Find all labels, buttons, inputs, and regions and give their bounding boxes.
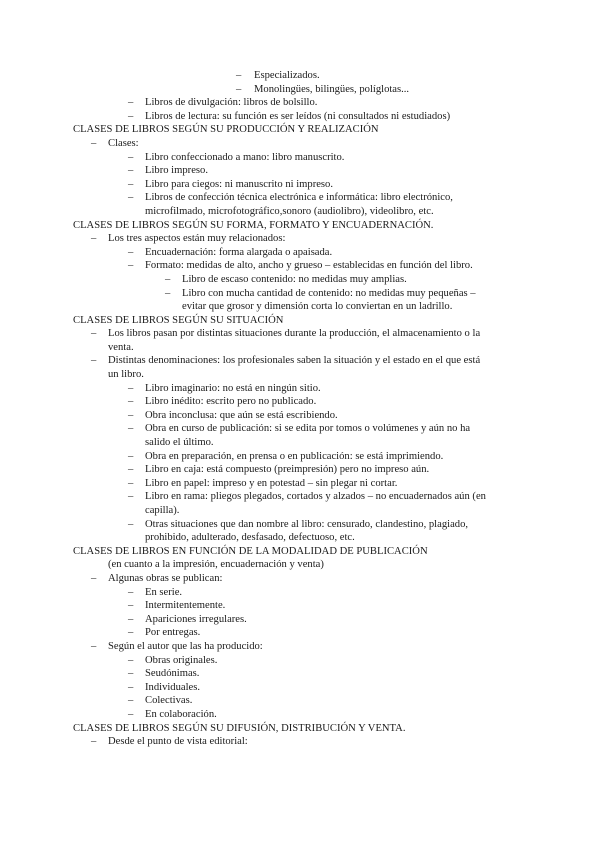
- list-item: [0, 110, 600, 124]
- list-item: [0, 708, 600, 722]
- line-text: Individuales.: [145, 681, 201, 693]
- line-text: evitar que grosor y dimensión corta lo conviertan en un ladrillo.: [182, 301, 453, 313]
- list-item: [0, 354, 600, 368]
- list-bullet-dash: –: [128, 151, 134, 163]
- list-bullet-dash: –: [91, 640, 97, 652]
- list-item: [0, 586, 600, 600]
- list-bullet-dash: –: [128, 382, 134, 394]
- line-text: Según el autor que las ha producido:: [108, 640, 263, 652]
- line-text: microfilmado, microfotográfico,sonoro (audiolibro), videolibro, etc.: [145, 205, 434, 217]
- line-text: Libros de confección técnica electrónica e informática: libro electrónico,: [145, 192, 453, 204]
- line-text: Obra en preparación, en prensa o en publicación: se está imprimiendo.: [145, 450, 444, 462]
- list-item: [0, 667, 600, 681]
- list-item: [0, 191, 600, 205]
- list-bullet-dash: –: [91, 137, 97, 149]
- list-item: [0, 287, 600, 301]
- list-bullet-dash: –: [128, 178, 134, 190]
- line-text: prohibido, adulterado, desfasado, defectuoso, etc.: [145, 532, 355, 544]
- list-item-continuation: [0, 300, 600, 314]
- line-text: Libro en papel: impreso y en potestad – sin plegar ni cortar.: [145, 477, 398, 489]
- list-item: [0, 273, 600, 287]
- list-bullet-dash: –: [128, 695, 134, 707]
- list-item: [0, 137, 600, 151]
- line-text: CLASES DE LIBROS SEGÚN SU FORMA, FORMATO Y ENCUADERNACIÓN.: [73, 219, 434, 231]
- list-item: [0, 246, 600, 260]
- list-bullet-dash: –: [128, 586, 134, 598]
- line-text: Obra inconclusa: que aún se está escribiendo.: [145, 409, 338, 421]
- list-bullet-dash: –: [128, 97, 134, 109]
- list-bullet-dash: –: [165, 273, 171, 285]
- list-bullet-dash: –: [236, 70, 242, 81]
- list-item: [0, 599, 600, 613]
- line-text: Libro imaginario: no está en ningún sitio.: [145, 382, 321, 394]
- line-text: salido el último.: [145, 437, 214, 449]
- line-text: venta.: [108, 341, 134, 353]
- list-item-continuation: [0, 341, 600, 355]
- line-text: Obra en curso de publicación: si se edita por tomos o volúmenes y aún no ha: [145, 423, 471, 435]
- list-bullet-dash: –: [128, 423, 134, 435]
- list-item-continuation: [0, 436, 600, 450]
- list-item: [0, 83, 600, 97]
- list-item-continuation: [0, 504, 600, 518]
- list-bullet-dash: –: [128, 450, 134, 462]
- list-item: [0, 151, 600, 165]
- list-bullet-dash: –: [91, 572, 97, 584]
- list-item: [0, 490, 600, 504]
- line-text: Libro en rama: pliegos plegados, cortados y alzados – no encuadernados aún (en: [145, 491, 486, 503]
- section-heading: [0, 314, 600, 328]
- list-item: [0, 327, 600, 341]
- list-item: [0, 450, 600, 464]
- list-item: [0, 694, 600, 708]
- list-item: [0, 518, 600, 532]
- line-text: Libro confeccionado a mano: libro manuscrito.: [145, 151, 345, 163]
- line-text: Libro inédito: escrito pero no publicado.: [145, 396, 317, 408]
- list-bullet-dash: –: [128, 192, 134, 204]
- line-text: Libro para ciegos: ni manuscrito ni impreso.: [145, 178, 333, 190]
- line-text: Por entregas.: [145, 627, 201, 639]
- list-item: [0, 463, 600, 477]
- list-item: [0, 259, 600, 273]
- list-bullet-dash: –: [128, 464, 134, 476]
- line-text: Los tres aspectos están muy relacionados:: [108, 233, 286, 245]
- line-text: (en cuanto a la impresión, encuadernación y venta): [108, 559, 324, 571]
- line-text: Colectivas.: [145, 695, 193, 707]
- list-item: [0, 409, 600, 423]
- section-heading: [0, 123, 600, 137]
- list-item: [0, 382, 600, 396]
- list-item-continuation: [0, 205, 600, 219]
- line-text: Apariciones irregulares.: [145, 613, 247, 625]
- line-text: CLASES DE LIBROS SEGÚN SU SITUACIÓN: [73, 314, 284, 326]
- list-bullet-dash: –: [128, 165, 134, 177]
- list-bullet-dash: –: [128, 708, 134, 720]
- list-bullet-dash: –: [236, 83, 242, 95]
- list-bullet-dash: –: [128, 409, 134, 421]
- list-item: [0, 477, 600, 491]
- line-text: Seudónimas.: [145, 668, 200, 680]
- list-item: [0, 735, 600, 749]
- list-bullet-dash: –: [128, 668, 134, 680]
- line-text: CLASES DE LIBROS EN FUNCIÓN DE LA MODALIDAD DE PUBLICACIÓN: [73, 545, 428, 557]
- line-text: Libro impreso.: [145, 165, 208, 177]
- list-item: [0, 640, 600, 654]
- list-item: [0, 69, 600, 83]
- list-item-continuation: [0, 531, 600, 545]
- line-text: Especializados.: [254, 70, 320, 81]
- line-text: CLASES DE LIBROS SEGÚN SU DIFUSIÓN, DISTRIBUCIÓN Y VENTA.: [73, 722, 406, 734]
- line-text: Distintas denominaciones: los profesionales saben la situación y el estado en el que está: [108, 355, 481, 367]
- list-bullet-dash: –: [91, 355, 97, 367]
- list-bullet-dash: –: [91, 736, 97, 748]
- list-bullet-dash: –: [128, 260, 134, 272]
- list-bullet-dash: –: [91, 328, 97, 340]
- line-text: Algunas obras se publican:: [108, 572, 223, 584]
- line-text: Libros de divulgación: libros de bolsillo.: [145, 97, 318, 109]
- list-bullet-dash: –: [128, 110, 134, 122]
- list-bullet-dash: –: [128, 613, 134, 625]
- list-item: [0, 178, 600, 192]
- list-item: [0, 626, 600, 640]
- list-item: [0, 96, 600, 110]
- section-heading: [0, 545, 600, 559]
- line-text: Clases:: [108, 137, 139, 149]
- line-text: Libro con mucha cantidad de contenido: no medidas muy pequeñas –: [182, 287, 476, 299]
- line-text: Los libros pasan por distintas situaciones durante la producción, el almacenamiento o la: [108, 328, 481, 340]
- list-bullet-dash: –: [128, 477, 134, 489]
- section-subheading: [0, 558, 600, 572]
- list-item: [0, 572, 600, 586]
- line-text: Otras situaciones que dan nombre al libro: censurado, clandestino, plagiado,: [145, 518, 469, 530]
- line-text: Monolingües, bilingües, políglotas...: [254, 83, 410, 95]
- list-item: [0, 395, 600, 409]
- list-bullet-dash: –: [165, 287, 171, 299]
- list-item: [0, 164, 600, 178]
- line-text: capilla).: [145, 505, 180, 516]
- list-bullet-dash: –: [128, 396, 134, 408]
- list-bullet-dash: –: [128, 654, 134, 666]
- section-heading: [0, 722, 600, 736]
- line-text: Libros de lectura: su función es ser leídos (ni consultados ni estudiados): [145, 110, 451, 122]
- list-bullet-dash: –: [128, 600, 134, 612]
- line-text: Obras originales.: [145, 654, 218, 666]
- list-bullet-dash: –: [91, 233, 97, 245]
- list-bullet-dash: –: [128, 491, 134, 503]
- line-text: Encuadernación: forma alargada o apaisada.: [145, 246, 333, 258]
- line-text: En colaboración.: [145, 708, 217, 720]
- list-bullet-dash: –: [128, 518, 134, 530]
- line-text: Libro en caja: está compuesto (preimpresión) pero no impreso aún.: [145, 464, 430, 476]
- line-text: Libro de escaso contenido: no medidas muy amplias.: [182, 273, 407, 285]
- line-text: CLASES DE LIBROS SEGÚN SU PRODUCCIÓN Y REALIZACIÓN: [73, 124, 379, 136]
- list-item: [0, 681, 600, 695]
- list-item: [0, 232, 600, 246]
- document-page: [0, 69, 600, 749]
- line-text: En serie.: [145, 586, 183, 598]
- list-item-continuation: [0, 368, 600, 382]
- line-text: un libro.: [108, 369, 144, 381]
- list-item: [0, 422, 600, 436]
- line-text: Intermitentemente.: [145, 600, 226, 612]
- section-heading: [0, 219, 600, 233]
- list-bullet-dash: –: [128, 681, 134, 693]
- line-text: Formato: medidas de alto, ancho y grueso – establecidas en función del libro.: [145, 260, 473, 272]
- list-item: [0, 613, 600, 627]
- line-text: Desde el punto de vista editorial:: [108, 736, 248, 748]
- list-item: [0, 654, 600, 668]
- list-bullet-dash: –: [128, 627, 134, 639]
- list-bullet-dash: –: [128, 246, 134, 258]
